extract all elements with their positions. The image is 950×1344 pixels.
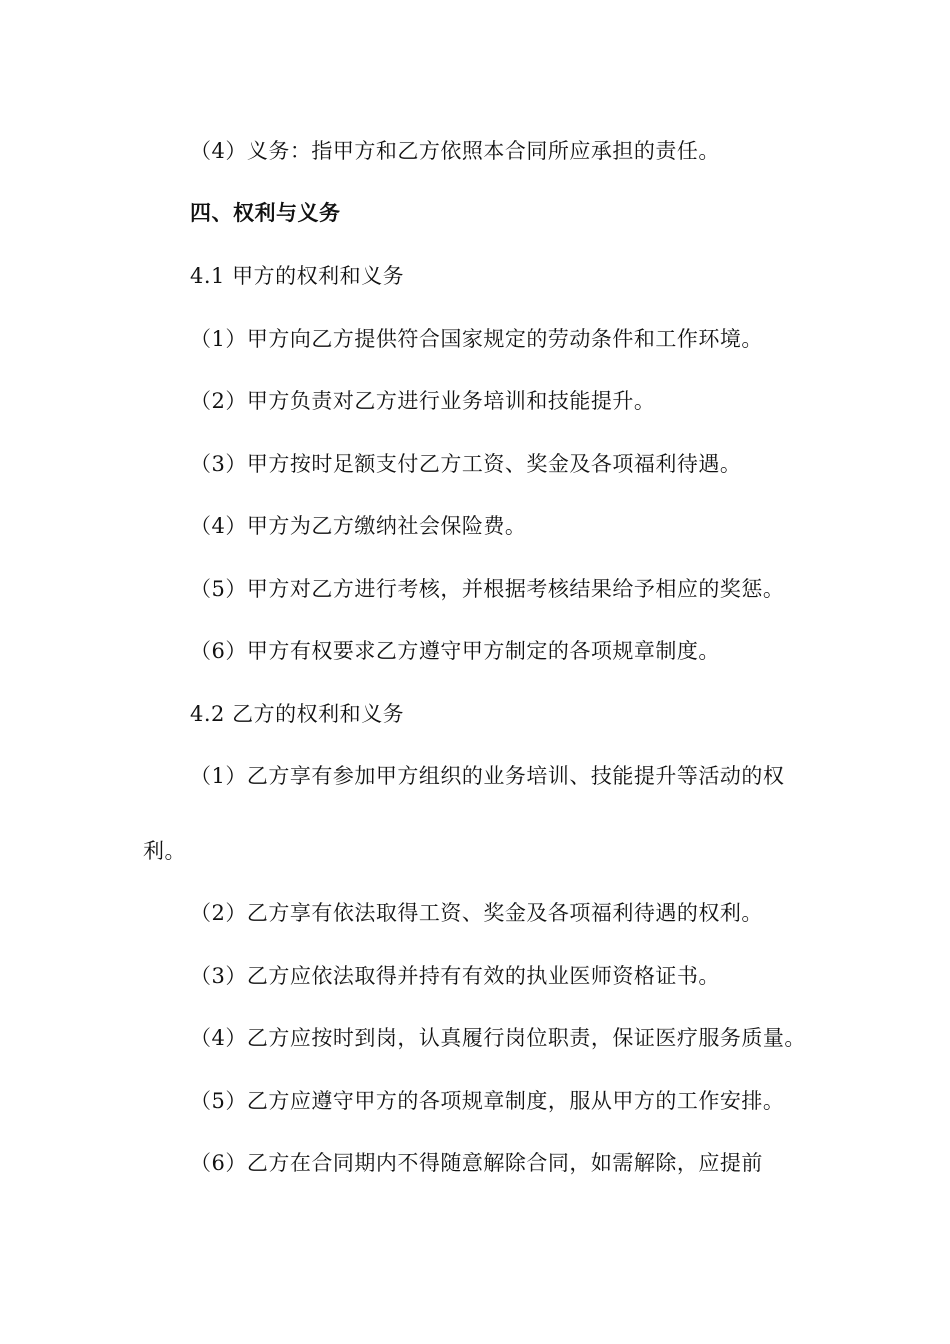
party-b-item-1: （1）乙方享有参加甲方组织的业务培训、技能提升等活动的权 — [190, 764, 785, 788]
party-b-item-1-continued: 利。 — [143, 839, 186, 863]
party-b-item-6: （6）乙方在合同期内不得随意解除合同，如需解除，应提前 — [190, 1151, 763, 1175]
obligation-definition: （4）义务：指甲方和乙方依照本合同所应承担的责任。 — [190, 139, 720, 163]
party-a-item-1: （1）甲方向乙方提供符合国家规定的劳动条件和工作环境。 — [190, 327, 763, 351]
party-b-item-4: （4）乙方应按时到岗，认真履行岗位职责，保证医疗服务质量。 — [190, 1026, 806, 1050]
party-a-item-3: （3）甲方按时足额支付乙方工资、奖金及各项福利待遇。 — [190, 452, 742, 476]
party-b-item-3: （3）乙方应依法取得并持有有效的执业医师资格证书。 — [190, 964, 720, 988]
subsection-heading-party-b: 4.2 乙方的权利和义务 — [190, 702, 405, 726]
party-b-item-2: （2）乙方享有依法取得工资、奖金及各项福利待遇的权利。 — [190, 901, 763, 925]
subsection-heading-party-a: 4.1 甲方的权利和义务 — [190, 264, 405, 288]
party-a-item-4: （4）甲方为乙方缴纳社会保险费。 — [190, 514, 527, 538]
party-b-item-5: （5）乙方应遵守甲方的各项规章制度，服从甲方的工作安排。 — [190, 1089, 785, 1113]
party-a-item-2: （2）甲方负责对乙方进行业务培训和技能提升。 — [190, 389, 656, 413]
section-heading-rights-obligations: 四、权利与义务 — [190, 200, 341, 225]
party-a-item-5: （5）甲方对乙方进行考核，并根据考核结果给予相应的奖惩。 — [190, 577, 785, 601]
party-a-item-6: （6）甲方有权要求乙方遵守甲方制定的各项规章制度。 — [190, 639, 720, 663]
